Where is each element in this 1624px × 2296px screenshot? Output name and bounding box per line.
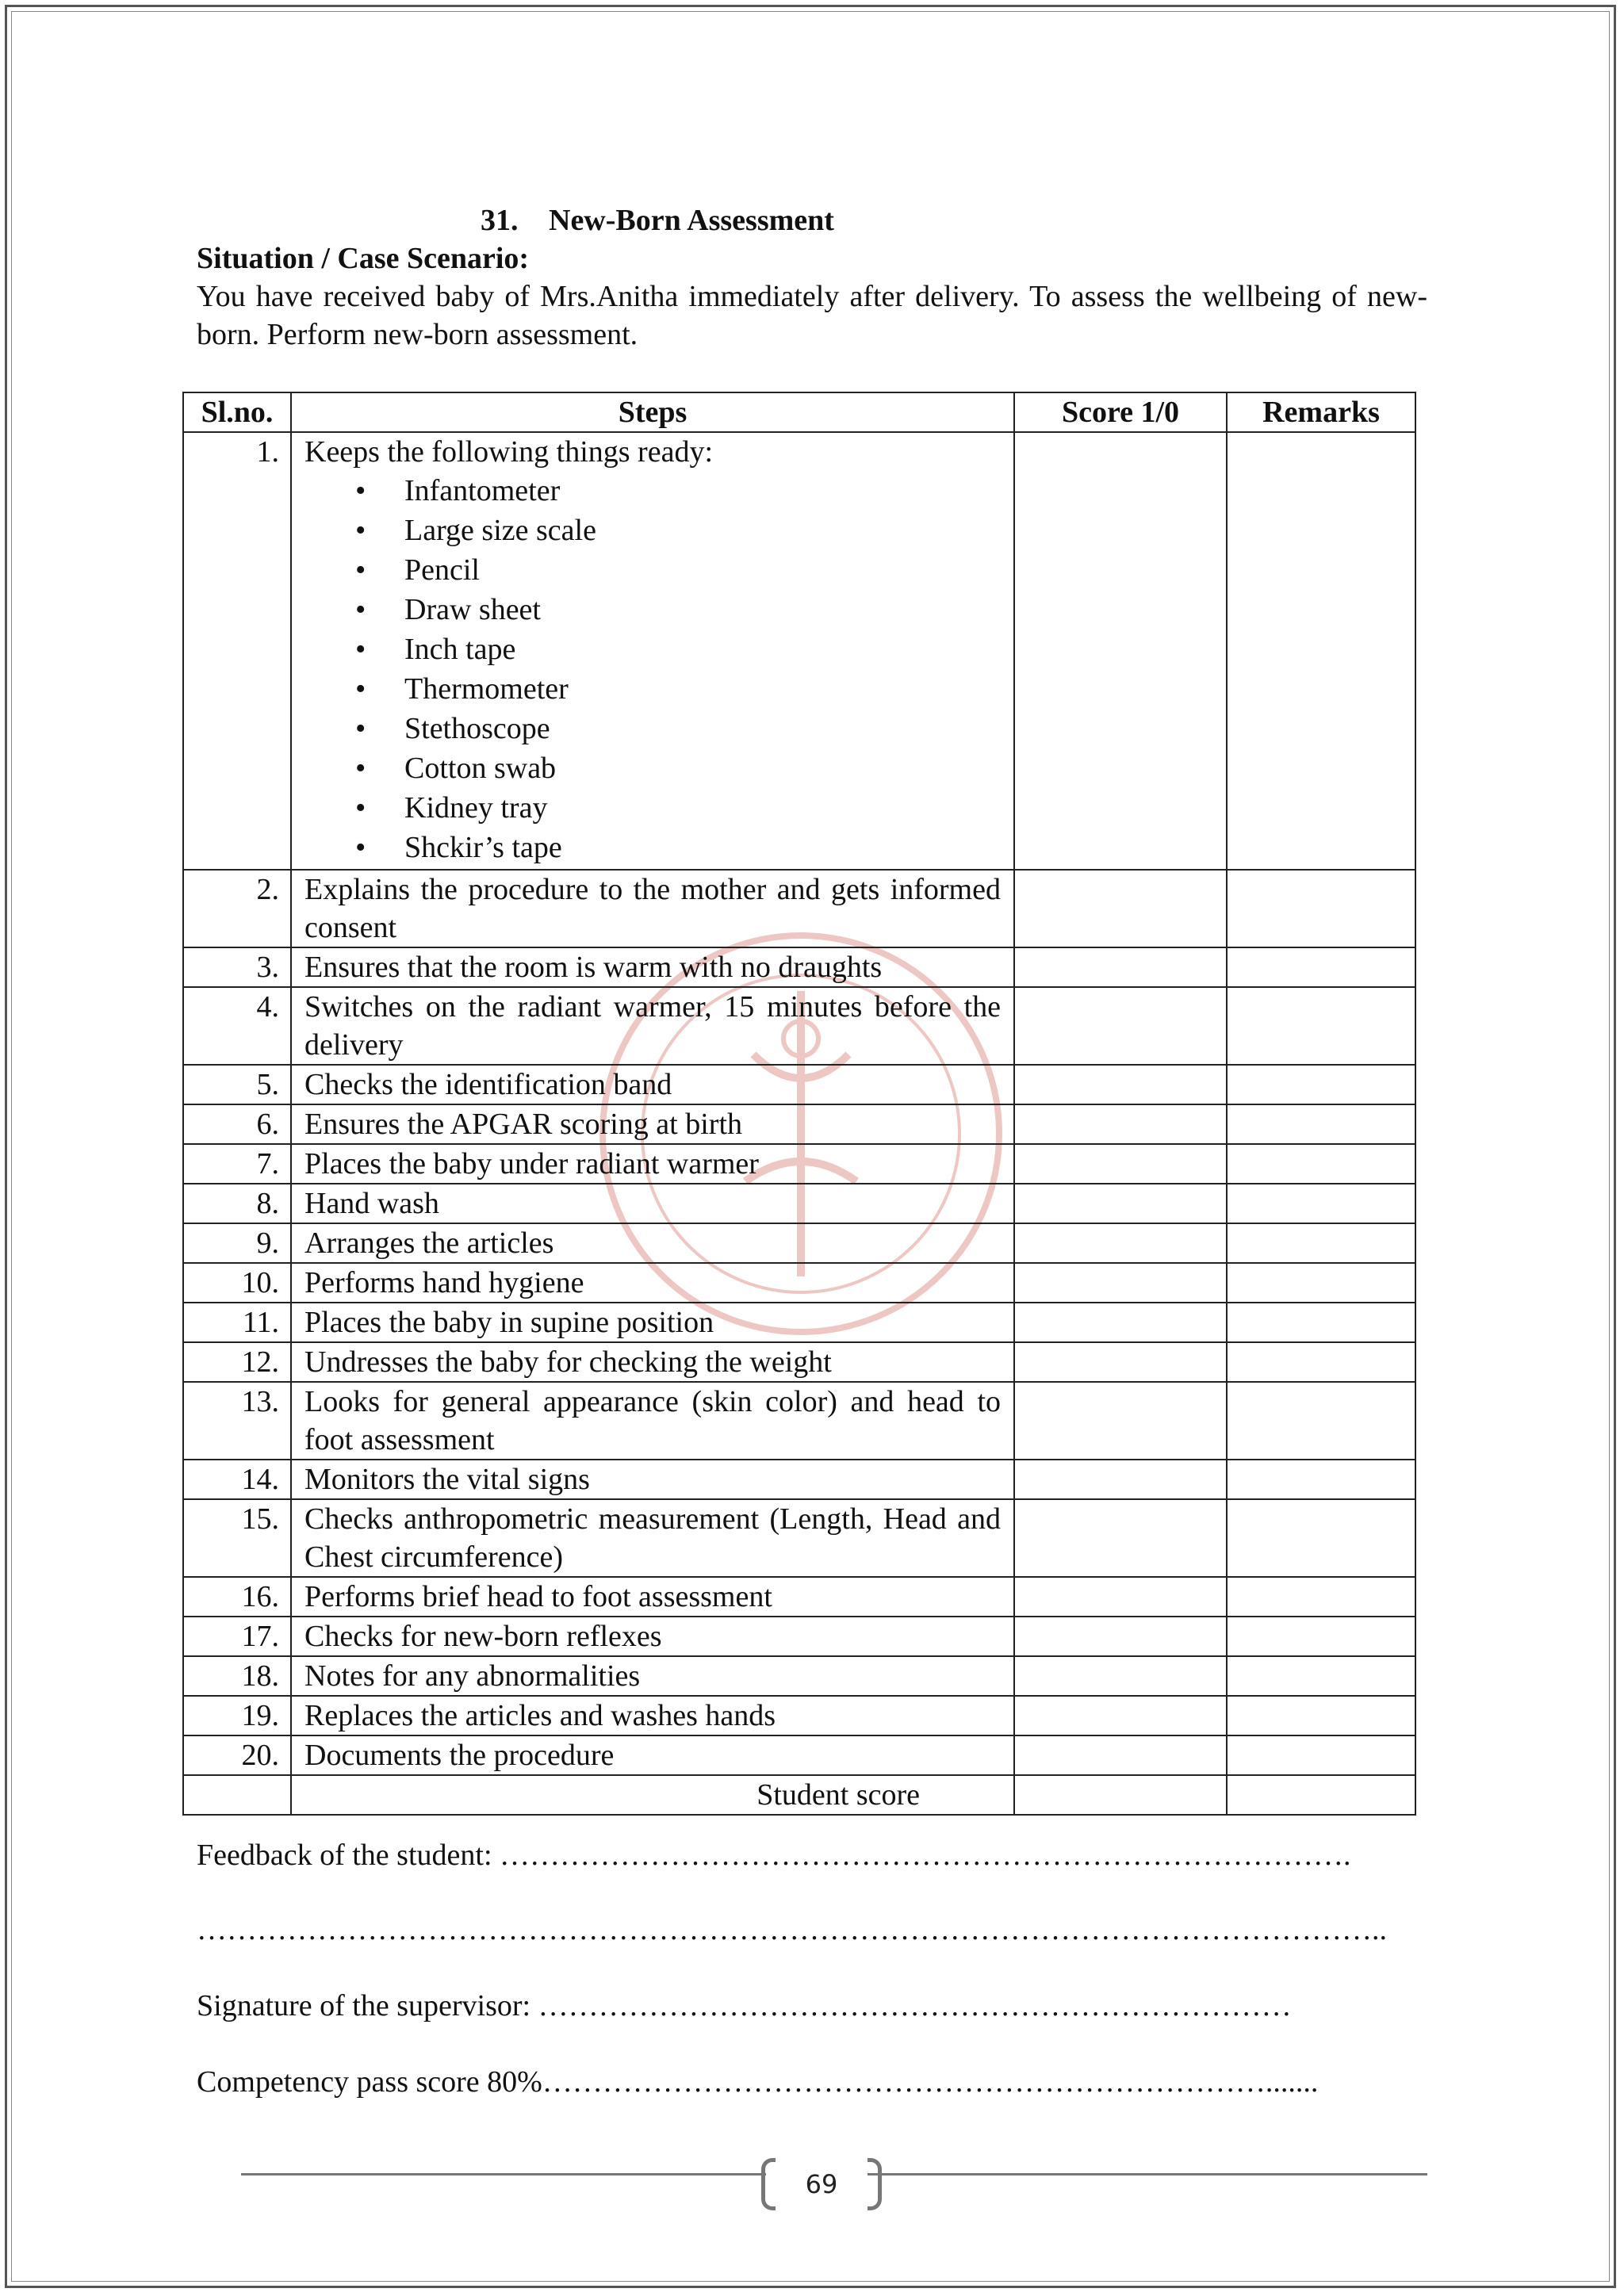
feedback-line: Feedback of the student: …………………………………………………………………………. [197,1839,1351,1872]
row-number: 6. [183,1104,291,1144]
step-text: Notes for any abnormalities [291,1656,1014,1696]
row-number: 5. [183,1065,291,1104]
total-row [183,1775,1415,1815]
remarks-cell[interactable] [1227,1303,1415,1342]
score-cell[interactable] [1014,1460,1227,1499]
score-cell[interactable] [1014,1104,1227,1144]
list-item: • Stethoscope [355,709,1001,748]
remarks-cell[interactable] [1227,1617,1415,1656]
score-cell[interactable] [1014,1656,1227,1696]
list-item: • Shckir’s tape [355,828,1001,867]
assessment-table [182,392,1416,1816]
remarks-cell[interactable] [1227,1065,1415,1104]
table-row [183,1303,1415,1342]
step-text: Arranges the articles [291,1223,1014,1263]
remarks-cell[interactable] [1227,1460,1415,1499]
score-cell[interactable] [1014,1303,1227,1342]
score-cell[interactable] [1014,987,1227,1065]
header-slno: Sl.no. [183,392,291,432]
table-row [183,1065,1415,1104]
list-item: • Draw sheet [355,590,1001,629]
feedback-continuation-line: ……………………………………………………………………………………………………….. [197,1913,1387,1946]
step-text: Performs brief head to foot assessment [291,1577,1014,1617]
score-cell[interactable] [1014,1617,1227,1656]
row-number: 17. [183,1617,291,1656]
table-row [183,1263,1415,1303]
score-cell[interactable] [1014,1577,1227,1617]
list-item: • Pencil [355,550,1001,590]
step-text: Explains the procedure to the mother and gets informed consent [291,870,1014,947]
table-row [183,1342,1415,1382]
student-score-label: Student score [291,1775,1014,1815]
remarks-cell[interactable] [1227,1382,1415,1460]
step-text: Checks for new-born reflexes [291,1617,1014,1656]
table-row [183,1184,1415,1223]
remarks-cell[interactable] [1227,1104,1415,1144]
row-number: 11. [183,1303,291,1342]
step-text: Hand wash [291,1184,1014,1223]
row-number: 7. [183,1144,291,1184]
table-row [183,1735,1415,1775]
step-text: Places the baby under radiant warmer [291,1144,1014,1184]
row-number: 16. [183,1577,291,1617]
pass-score-line: Competency pass score 80%………………………………………………………………....... [197,2065,1319,2099]
title-number: 31. [481,204,519,237]
step-text: Switches on the radiant warmer, 15 minutes before the delivery [291,987,1014,1065]
case-scenario-heading: Situation / Case Scenario: [197,242,530,275]
document-title [481,203,834,238]
score-cell[interactable] [1014,947,1227,987]
row-number: 15. [183,1499,291,1577]
table-row [183,1223,1415,1263]
row-number: 20. [183,1735,291,1775]
row-number: 13. [183,1382,291,1460]
row-number: 9. [183,1223,291,1263]
header-score: Score 1/0 [1014,392,1227,432]
remarks-cell[interactable] [1227,1656,1415,1696]
table-row [183,870,1415,947]
case-scenario-text: You have received baby of Mrs.Anitha immediately after delivery. To assess the wellbeing of new-born. Perform new-born assessment. [197,280,1427,351]
remarks-cell[interactable] [1227,1696,1415,1735]
table-row [183,1460,1415,1499]
step-text: Looks for general appearance (skin color) and head to foot assessment [291,1382,1014,1460]
list-item: • Large size scale [355,511,1001,550]
score-cell[interactable] [1014,1263,1227,1303]
step-cell [291,432,1014,870]
step-text: Keeps the following things ready: [304,435,714,469]
score-cell[interactable] [1014,1144,1227,1184]
score-cell[interactable] [1014,1499,1227,1577]
score-cell[interactable] [1014,870,1227,947]
table-row [183,1577,1415,1617]
list-item: • Kidney tray [355,788,1001,828]
list-item: • Infantometer [355,471,1001,511]
step-text: Checks anthropometric measurement (Length, Head and Chest circumference) [291,1499,1014,1577]
score-cell[interactable] [1014,432,1227,870]
remarks-cell[interactable] [1227,1342,1415,1382]
row-number: 19. [183,1696,291,1735]
step-text: Replaces the articles and washes hands [291,1696,1014,1735]
row-number: 10. [183,1263,291,1303]
table-row [183,947,1415,987]
page-number-bracket-left [761,2158,776,2210]
step-text: Monitors the vital signs [291,1460,1014,1499]
list-item: • Cotton swab [355,748,1001,788]
step-text: Places the baby in supine position [291,1303,1014,1342]
list-item: • Thermometer [355,669,1001,709]
list-item: • Inch tape [355,629,1001,669]
row-number: 1. [183,432,291,870]
remarks-cell[interactable] [1227,1577,1415,1617]
total-score-cell[interactable] [1014,1775,1227,1815]
remarks-cell[interactable] [1227,870,1415,947]
step-text: Ensures that the room is warm with no draughts [291,947,1014,987]
step-text: Undresses the baby for checking the weight [291,1342,1014,1382]
table-row [183,432,1415,870]
step-text: Performs hand hygiene [291,1263,1014,1303]
row-number: 4. [183,987,291,1065]
remarks-cell[interactable] [1227,947,1415,987]
page-number-bracket-right [868,2158,882,2210]
score-cell[interactable] [1014,1342,1227,1382]
row-number: 18. [183,1656,291,1696]
row-number: 3. [183,947,291,987]
table-row [183,1499,1415,1577]
table-header-row [183,392,1415,432]
total-number-cell [183,1775,291,1815]
footer-rule-left [241,2173,766,2175]
total-remarks-cell[interactable] [1227,1775,1415,1815]
remarks-cell[interactable] [1227,1263,1415,1303]
score-cell[interactable] [1014,1184,1227,1223]
step-text: Checks the identification band [291,1065,1014,1104]
row-number: 14. [183,1460,291,1499]
footer-rule-right [868,2173,1427,2175]
table-row [183,1656,1415,1696]
remarks-cell[interactable] [1227,432,1415,870]
score-cell[interactable] [1014,1065,1227,1104]
table-row [183,1617,1415,1656]
header-remarks: Remarks [1227,392,1415,432]
remarks-cell[interactable] [1227,1144,1415,1184]
remarks-cell[interactable] [1227,1184,1415,1223]
score-cell[interactable] [1014,1382,1227,1460]
step-text: Ensures the APGAR scoring at birth [291,1104,1014,1144]
remarks-cell[interactable] [1227,1223,1415,1263]
table-row [183,1104,1415,1144]
remarks-cell[interactable] [1227,987,1415,1065]
step-text: Documents the procedure [291,1735,1014,1775]
remarks-cell[interactable] [1227,1499,1415,1577]
remarks-cell[interactable] [1227,1735,1415,1775]
score-cell[interactable] [1014,1735,1227,1775]
score-cell[interactable] [1014,1696,1227,1735]
table-row [183,1144,1415,1184]
row-number: 12. [183,1342,291,1382]
row-number: 8. [183,1184,291,1223]
score-cell[interactable] [1014,1223,1227,1263]
items-list [304,471,1001,867]
table-row [183,987,1415,1065]
title-text: New-Born Assessment [549,204,834,237]
supervisor-signature-line: Signature of the supervisor: ………………………………………………………………… [197,1989,1292,2022]
table-row [183,1696,1415,1735]
page-number: 69 [805,2169,838,2199]
row-number: 2. [183,870,291,947]
table-row [183,1382,1415,1460]
header-steps: Steps [291,392,1014,432]
